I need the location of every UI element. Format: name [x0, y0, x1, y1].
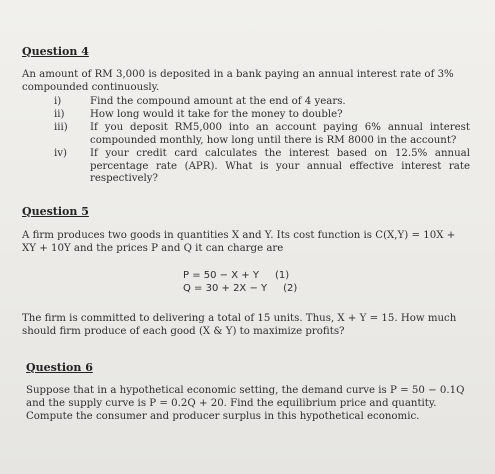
question-5-para-1-line-2: XY + 10Y and the prices P and Q it can charge are — [22, 243, 284, 254]
equation-2 — [183, 283, 297, 295]
item-number: iii) — [54, 122, 68, 133]
equation-1 — [183, 270, 289, 282]
item-number: i) — [54, 96, 62, 107]
item-number: ii) — [54, 109, 65, 120]
item-number: iv) — [54, 148, 67, 159]
question-6-line-3: Compute the consumer and producer surplus in this hypothetical economic. — [26, 411, 420, 422]
question-4-item-i — [30, 96, 470, 109]
question-5-para-2-line-1: The firm is committed to delivering a total of 15 units. Thus, X + Y = 15. How much — [22, 313, 457, 324]
question-5-title: Question 5 — [22, 205, 89, 218]
question-6-title: Question 6 — [26, 361, 93, 374]
equation-1-text: P = 50 − X + Y — [183, 270, 259, 281]
question-5-para-2-line-2: should firm produce of each good (X & Y) to maximize profits? — [22, 326, 345, 337]
question-4-item-iii — [30, 122, 470, 147]
equation-1-label: (1) — [274, 270, 290, 281]
question-4-intro-line-1: An amount of RM 3,000 is deposited in a bank paying an annual interest rate of 3% — [22, 69, 454, 80]
question-4-intro-line-2: compounded continuously. — [22, 82, 160, 93]
item-text: How long would it take for the money to double? — [90, 109, 343, 120]
question-6-line-1: Suppose that in a hypothetical economic setting, the demand curve is P = 50 − 0.1Q — [26, 385, 465, 396]
item-text: If your credit card calculates the interest based on 12.5% annual percentage rate (APR). What is your annual effective interest rate respectively? — [90, 148, 470, 184]
question-4-title: Question 4 — [22, 45, 89, 58]
question-6-line-2: and the supply curve is P = 0.2Q + 20. Find the equilibrium price and quantity. — [26, 398, 437, 409]
item-text: Find the compound amount at the end of 4 years. — [90, 96, 346, 107]
question-5-para-1-line-1: A firm produces two goods in quantities X and Y. Its cost function is C(X,Y) = 10X + — [22, 230, 456, 241]
equation-2-text: Q = 30 + 2X − Y — [183, 283, 268, 294]
question-4-item-ii — [30, 109, 470, 122]
item-text: If you deposit RM5,000 into an account paying 6% annual interest compounded monthly, how long until there is RM 8000 in the account? — [90, 122, 470, 146]
equation-2-label: (2) — [283, 283, 298, 294]
question-4-item-iv — [30, 148, 470, 186]
